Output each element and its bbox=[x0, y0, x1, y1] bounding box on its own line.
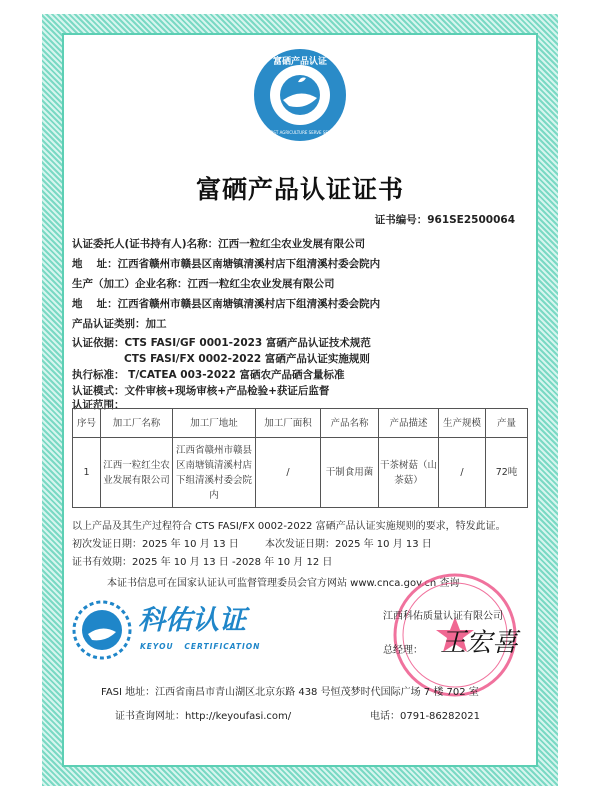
selenium-cert-logo bbox=[253, 48, 347, 142]
standard: 执行标准： T/CATEA 003-2022 富硒农产品硒含量标准 bbox=[72, 369, 345, 381]
certificate-title: 富硒产品认证证书 bbox=[195, 175, 404, 204]
keyou-logo-text: 科佑认证 bbox=[138, 605, 246, 636]
logo-top-text: 富硒产品认证 bbox=[272, 57, 328, 67]
cert-basis: 认证依据：CTS FASI/GF 0001-2023 富硒产品认证技术规范 bbox=[72, 337, 371, 349]
query-website[interactable]: 证书查询网址：http://keyoufasi.com/ bbox=[115, 711, 292, 722]
issuer-company: 江西科佑质量认证有限公司 bbox=[383, 611, 503, 622]
cell: / bbox=[256, 438, 321, 508]
compliance-statement: 以上产品及其生产过程符合 CTS FASI/FX 0002-2022 富硒产品认证实施规则的要求，特发此证。 bbox=[72, 521, 506, 532]
cell: 72吨 bbox=[486, 438, 528, 508]
manager-label: 总经理： bbox=[383, 645, 423, 656]
cert-basis-2: CTS FASI/FX 0002-2022 富硒产品认证实施规则 bbox=[124, 353, 370, 365]
keyou-logo-en: KEYOU CERTIFICATION bbox=[140, 642, 261, 651]
fasi-address: FASI 地址：江西省南昌市青山湖区北京东路 438 号恒茂梦时代国际广场 7 楼 702 室 bbox=[101, 687, 479, 698]
cell: 江西省赣州市赣县区南塘镇清溪村店下组清溪村委会院内 bbox=[173, 438, 256, 508]
table-row bbox=[73, 438, 528, 508]
col-header: 加工厂地址 bbox=[173, 409, 256, 438]
producer-address: 地 址：江西省赣州市赣县区南塘镇清溪村店下组清溪村委会院内 bbox=[72, 298, 381, 310]
scope-table bbox=[72, 408, 528, 508]
this-issue-date: 本次发证日期：2025 年 10 月 13 日 bbox=[265, 539, 432, 550]
col-header: 产品描述 bbox=[379, 409, 439, 438]
cell: / bbox=[439, 438, 486, 508]
holder-name: 认证委托人(证书持有人)名称：江西一粒红尘农业发展有限公司 bbox=[72, 238, 366, 250]
verify-note: 本证书信息可在国家认证认可监督管理委员会官方网站 www.cnca.gov.cn 查询 bbox=[107, 578, 460, 589]
col-header: 序号 bbox=[73, 409, 101, 438]
cell: 江西一粒红尘农业发展有限公司 bbox=[101, 438, 173, 508]
col-header: 产量 bbox=[486, 409, 528, 438]
cell: 干茶树菇（山茶菇） bbox=[379, 438, 439, 508]
col-header: 生产规模 bbox=[439, 409, 486, 438]
first-issue-date: 初次发证日期：2025 年 10 月 13 日 bbox=[72, 539, 239, 550]
certificate-number: 证书编号：961SE2500064 bbox=[374, 214, 515, 226]
col-header: 加工厂面积 bbox=[256, 409, 321, 438]
col-header: 加工厂名称 bbox=[101, 409, 173, 438]
cert-category: 产品认证类别：加工 bbox=[72, 318, 167, 330]
manager-signature: 王宏喜 bbox=[440, 628, 519, 658]
validity-period: 证书有效期：2025 年 10 月 13 日 -2028 年 10 月 12 日 bbox=[72, 557, 333, 568]
cert-mode: 认证模式：文件审核+现场审核+产品检验+获证后监督 bbox=[72, 385, 330, 397]
cell: 1 bbox=[73, 438, 101, 508]
col-header: 产品名称 bbox=[321, 409, 379, 438]
keyou-logo-emblem bbox=[72, 600, 132, 660]
table-header-row bbox=[73, 409, 528, 438]
logo-bottom-text: FIRST AGRICULTURE SERVE SELA bbox=[267, 130, 333, 135]
producer-name: 生产（加工）企业名称：江西一粒红尘农业发展有限公司 bbox=[72, 278, 335, 290]
phone: 电话：0791-86282021 bbox=[370, 711, 480, 722]
cert-scope-label: 认证范围： bbox=[72, 399, 125, 411]
holder-address: 地 址：江西省赣州市赣县区南塘镇清溪村店下组清溪村委会院内 bbox=[72, 258, 381, 270]
cell: 干制食用菌 bbox=[321, 438, 379, 508]
